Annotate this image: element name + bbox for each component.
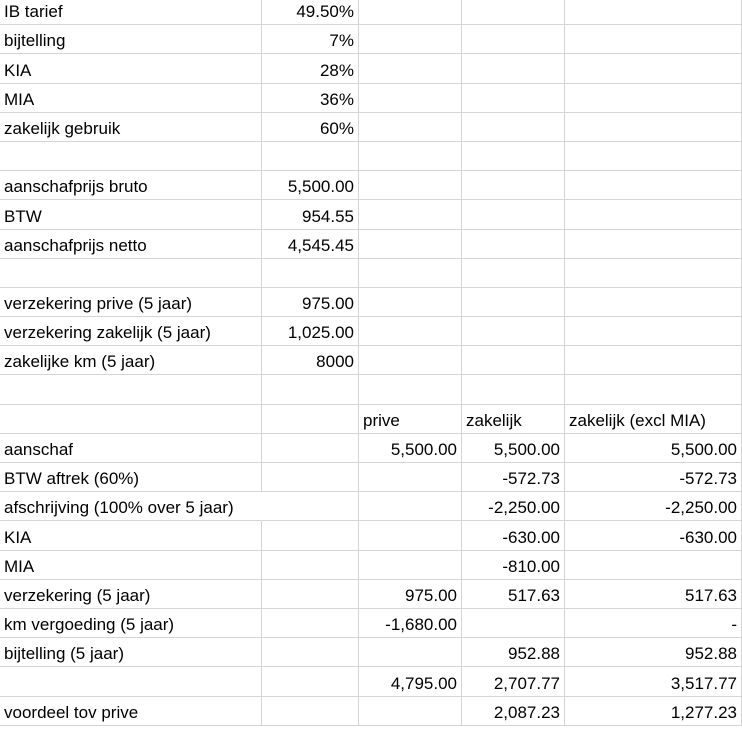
- cell-empty[interactable]: [565, 0, 742, 25]
- cell-empty[interactable]: [565, 288, 742, 317]
- cell-empty[interactable]: [462, 113, 565, 142]
- cell-empty[interactable]: [462, 0, 565, 25]
- cell-empty[interactable]: [359, 25, 462, 54]
- cell-zakelijk-excl-mia[interactable]: 5,500.00: [565, 434, 742, 463]
- cell-empty[interactable]: [262, 697, 359, 726]
- cell-empty[interactable]: [565, 25, 742, 54]
- cell-empty[interactable]: [262, 434, 359, 463]
- row-label[interactable]: aanschaf: [0, 434, 262, 463]
- cell-empty[interactable]: [359, 54, 462, 83]
- cell-label[interactable]: verzekering prive (5 jaar): [0, 288, 262, 317]
- cell-prive[interactable]: [359, 492, 462, 521]
- cell-empty[interactable]: [262, 259, 359, 288]
- cell-empty[interactable]: [462, 25, 565, 54]
- cell-empty[interactable]: [359, 346, 462, 375]
- cell-value[interactable]: 5,500.00: [262, 171, 359, 200]
- cell-value[interactable]: 7%: [262, 25, 359, 54]
- cell-label[interactable]: verzekering zakelijk (5 jaar): [0, 317, 262, 346]
- cell-empty[interactable]: [262, 551, 359, 580]
- cell-empty[interactable]: [359, 84, 462, 113]
- cell-empty[interactable]: [0, 142, 262, 171]
- cell-value[interactable]: 975.00: [262, 288, 359, 317]
- cell-empty[interactable]: [359, 259, 462, 288]
- cell-empty[interactable]: [262, 492, 359, 521]
- cell-empty[interactable]: [359, 0, 462, 25]
- cell-empty[interactable]: [262, 142, 359, 171]
- cell-empty[interactable]: [462, 84, 565, 113]
- cell-empty[interactable]: [262, 521, 359, 550]
- cell-empty[interactable]: [462, 54, 565, 83]
- cell-prive[interactable]: [359, 551, 462, 580]
- cell-label[interactable]: IB tarief: [0, 0, 262, 25]
- cell-zakelijk[interactable]: -2,250.00: [462, 492, 565, 521]
- cell-empty[interactable]: [359, 200, 462, 229]
- cell-label[interactable]: BTW: [0, 200, 262, 229]
- row-label[interactable]: verzekering (5 jaar): [0, 580, 262, 609]
- cell-empty[interactable]: [565, 259, 742, 288]
- cell-empty[interactable]: [262, 405, 359, 434]
- cell-zakelijk[interactable]: -630.00: [462, 521, 565, 550]
- cell-label[interactable]: MIA: [0, 84, 262, 113]
- cell-zakelijk-excl-mia[interactable]: 952.88: [565, 638, 742, 667]
- column-header-zakelijk-excl-mia[interactable]: zakelijk (excl MIA): [565, 405, 742, 434]
- cell-empty[interactable]: [565, 317, 742, 346]
- cell-empty[interactable]: [462, 200, 565, 229]
- cell-zakelijk-excl-mia[interactable]: 1,277.23: [565, 697, 742, 726]
- cell-label[interactable]: zakelijke km (5 jaar): [0, 346, 262, 375]
- cell-zakelijk-excl-mia[interactable]: [565, 551, 742, 580]
- cell-empty[interactable]: [359, 230, 462, 259]
- cell-zakelijk[interactable]: 5,500.00: [462, 434, 565, 463]
- row-label[interactable]: MIA: [0, 551, 262, 580]
- cell-prive[interactable]: -1,680.00: [359, 609, 462, 638]
- cell-empty[interactable]: [262, 638, 359, 667]
- cell-zakelijk[interactable]: 517.63: [462, 580, 565, 609]
- cell-zakelijk[interactable]: [462, 609, 565, 638]
- cell-empty[interactable]: [565, 113, 742, 142]
- cell-zakelijk-total[interactable]: 2,707.77: [462, 667, 565, 696]
- cell-value[interactable]: 8000: [262, 346, 359, 375]
- cell-empty[interactable]: [359, 375, 462, 404]
- cell-zakelijk[interactable]: -810.00: [462, 551, 565, 580]
- cell-empty[interactable]: [359, 171, 462, 200]
- cell-zakelijk-excl-mia[interactable]: 517.63: [565, 580, 742, 609]
- cell-empty[interactable]: [565, 142, 742, 171]
- cell-empty[interactable]: [359, 142, 462, 171]
- row-label[interactable]: voordeel tov prive: [0, 697, 262, 726]
- cell-empty[interactable]: [462, 317, 565, 346]
- column-header-prive[interactable]: prive: [359, 405, 462, 434]
- cell-value[interactable]: 954.55: [262, 200, 359, 229]
- row-label[interactable]: BTW aftrek (60%): [0, 463, 262, 492]
- cell-value[interactable]: 60%: [262, 113, 359, 142]
- cell-empty[interactable]: [565, 346, 742, 375]
- cell-value[interactable]: 36%: [262, 84, 359, 113]
- cell-empty[interactable]: [565, 230, 742, 259]
- cell-prive[interactable]: [359, 638, 462, 667]
- row-label[interactable]: KIA: [0, 521, 262, 550]
- cell-empty[interactable]: [565, 200, 742, 229]
- cell-empty[interactable]: [262, 609, 359, 638]
- cell-empty[interactable]: [262, 463, 359, 492]
- cell-value[interactable]: 4,545.45: [262, 230, 359, 259]
- row-label[interactable]: bijtelling (5 jaar): [0, 638, 262, 667]
- cell-label[interactable]: aanschafprijs bruto: [0, 171, 262, 200]
- cell-empty[interactable]: [462, 375, 565, 404]
- row-label[interactable]: afschrijving (100% over 5 jaar): [0, 492, 262, 521]
- cell-value[interactable]: 28%: [262, 54, 359, 83]
- cell-empty[interactable]: [359, 317, 462, 346]
- cell-empty[interactable]: [0, 405, 262, 434]
- row-label[interactable]: km vergoeding (5 jaar): [0, 609, 262, 638]
- cell-empty[interactable]: [565, 84, 742, 113]
- cell-label[interactable]: zakelijk gebruik: [0, 113, 262, 142]
- cell-prive[interactable]: [359, 697, 462, 726]
- cell-empty[interactable]: [565, 375, 742, 404]
- cell-prive[interactable]: [359, 463, 462, 492]
- cell-zakelijk-excl-mia[interactable]: -572.73: [565, 463, 742, 492]
- column-header-zakelijk[interactable]: zakelijk: [462, 405, 565, 434]
- cell-empty[interactable]: [462, 288, 565, 317]
- cell-zakelijk-excl-mia[interactable]: -: [565, 609, 742, 638]
- cell-prive[interactable]: 5,500.00: [359, 434, 462, 463]
- cell-prive[interactable]: [359, 521, 462, 550]
- row-label[interactable]: [0, 667, 262, 696]
- cell-empty[interactable]: [462, 230, 565, 259]
- cell-zakelijk[interactable]: 952.88: [462, 638, 565, 667]
- cell-value[interactable]: 49.50%: [262, 0, 359, 25]
- cell-empty[interactable]: [565, 171, 742, 200]
- cell-empty[interactable]: [0, 259, 262, 288]
- cell-empty[interactable]: [462, 259, 565, 288]
- cell-label[interactable]: KIA: [0, 54, 262, 83]
- cell-empty[interactable]: [262, 667, 359, 696]
- cell-empty[interactable]: [262, 375, 359, 404]
- cell-empty[interactable]: [462, 171, 565, 200]
- cell-zakelijk-excl-mia[interactable]: -630.00: [565, 521, 742, 550]
- cell-prive[interactable]: 975.00: [359, 580, 462, 609]
- cell-value[interactable]: 1,025.00: [262, 317, 359, 346]
- cell-zakelijk[interactable]: -572.73: [462, 463, 565, 492]
- cell-empty[interactable]: [565, 54, 742, 83]
- cell-empty[interactable]: [462, 142, 565, 171]
- cell-label[interactable]: aanschafprijs netto: [0, 230, 262, 259]
- cell-zakelijk-excl-mia[interactable]: -2,250.00: [565, 492, 742, 521]
- cell-empty[interactable]: [262, 580, 359, 609]
- cell-prive-total[interactable]: 4,795.00: [359, 667, 462, 696]
- cell-zakelijk[interactable]: 2,087.23: [462, 697, 565, 726]
- cell-empty[interactable]: [359, 113, 462, 142]
- cell-label[interactable]: bijtelling: [0, 25, 262, 54]
- cell-zakelijk-excl-mia-total[interactable]: 3,517.77: [565, 667, 742, 696]
- cell-empty[interactable]: [462, 346, 565, 375]
- cell-empty[interactable]: [0, 375, 262, 404]
- cell-empty[interactable]: [359, 288, 462, 317]
